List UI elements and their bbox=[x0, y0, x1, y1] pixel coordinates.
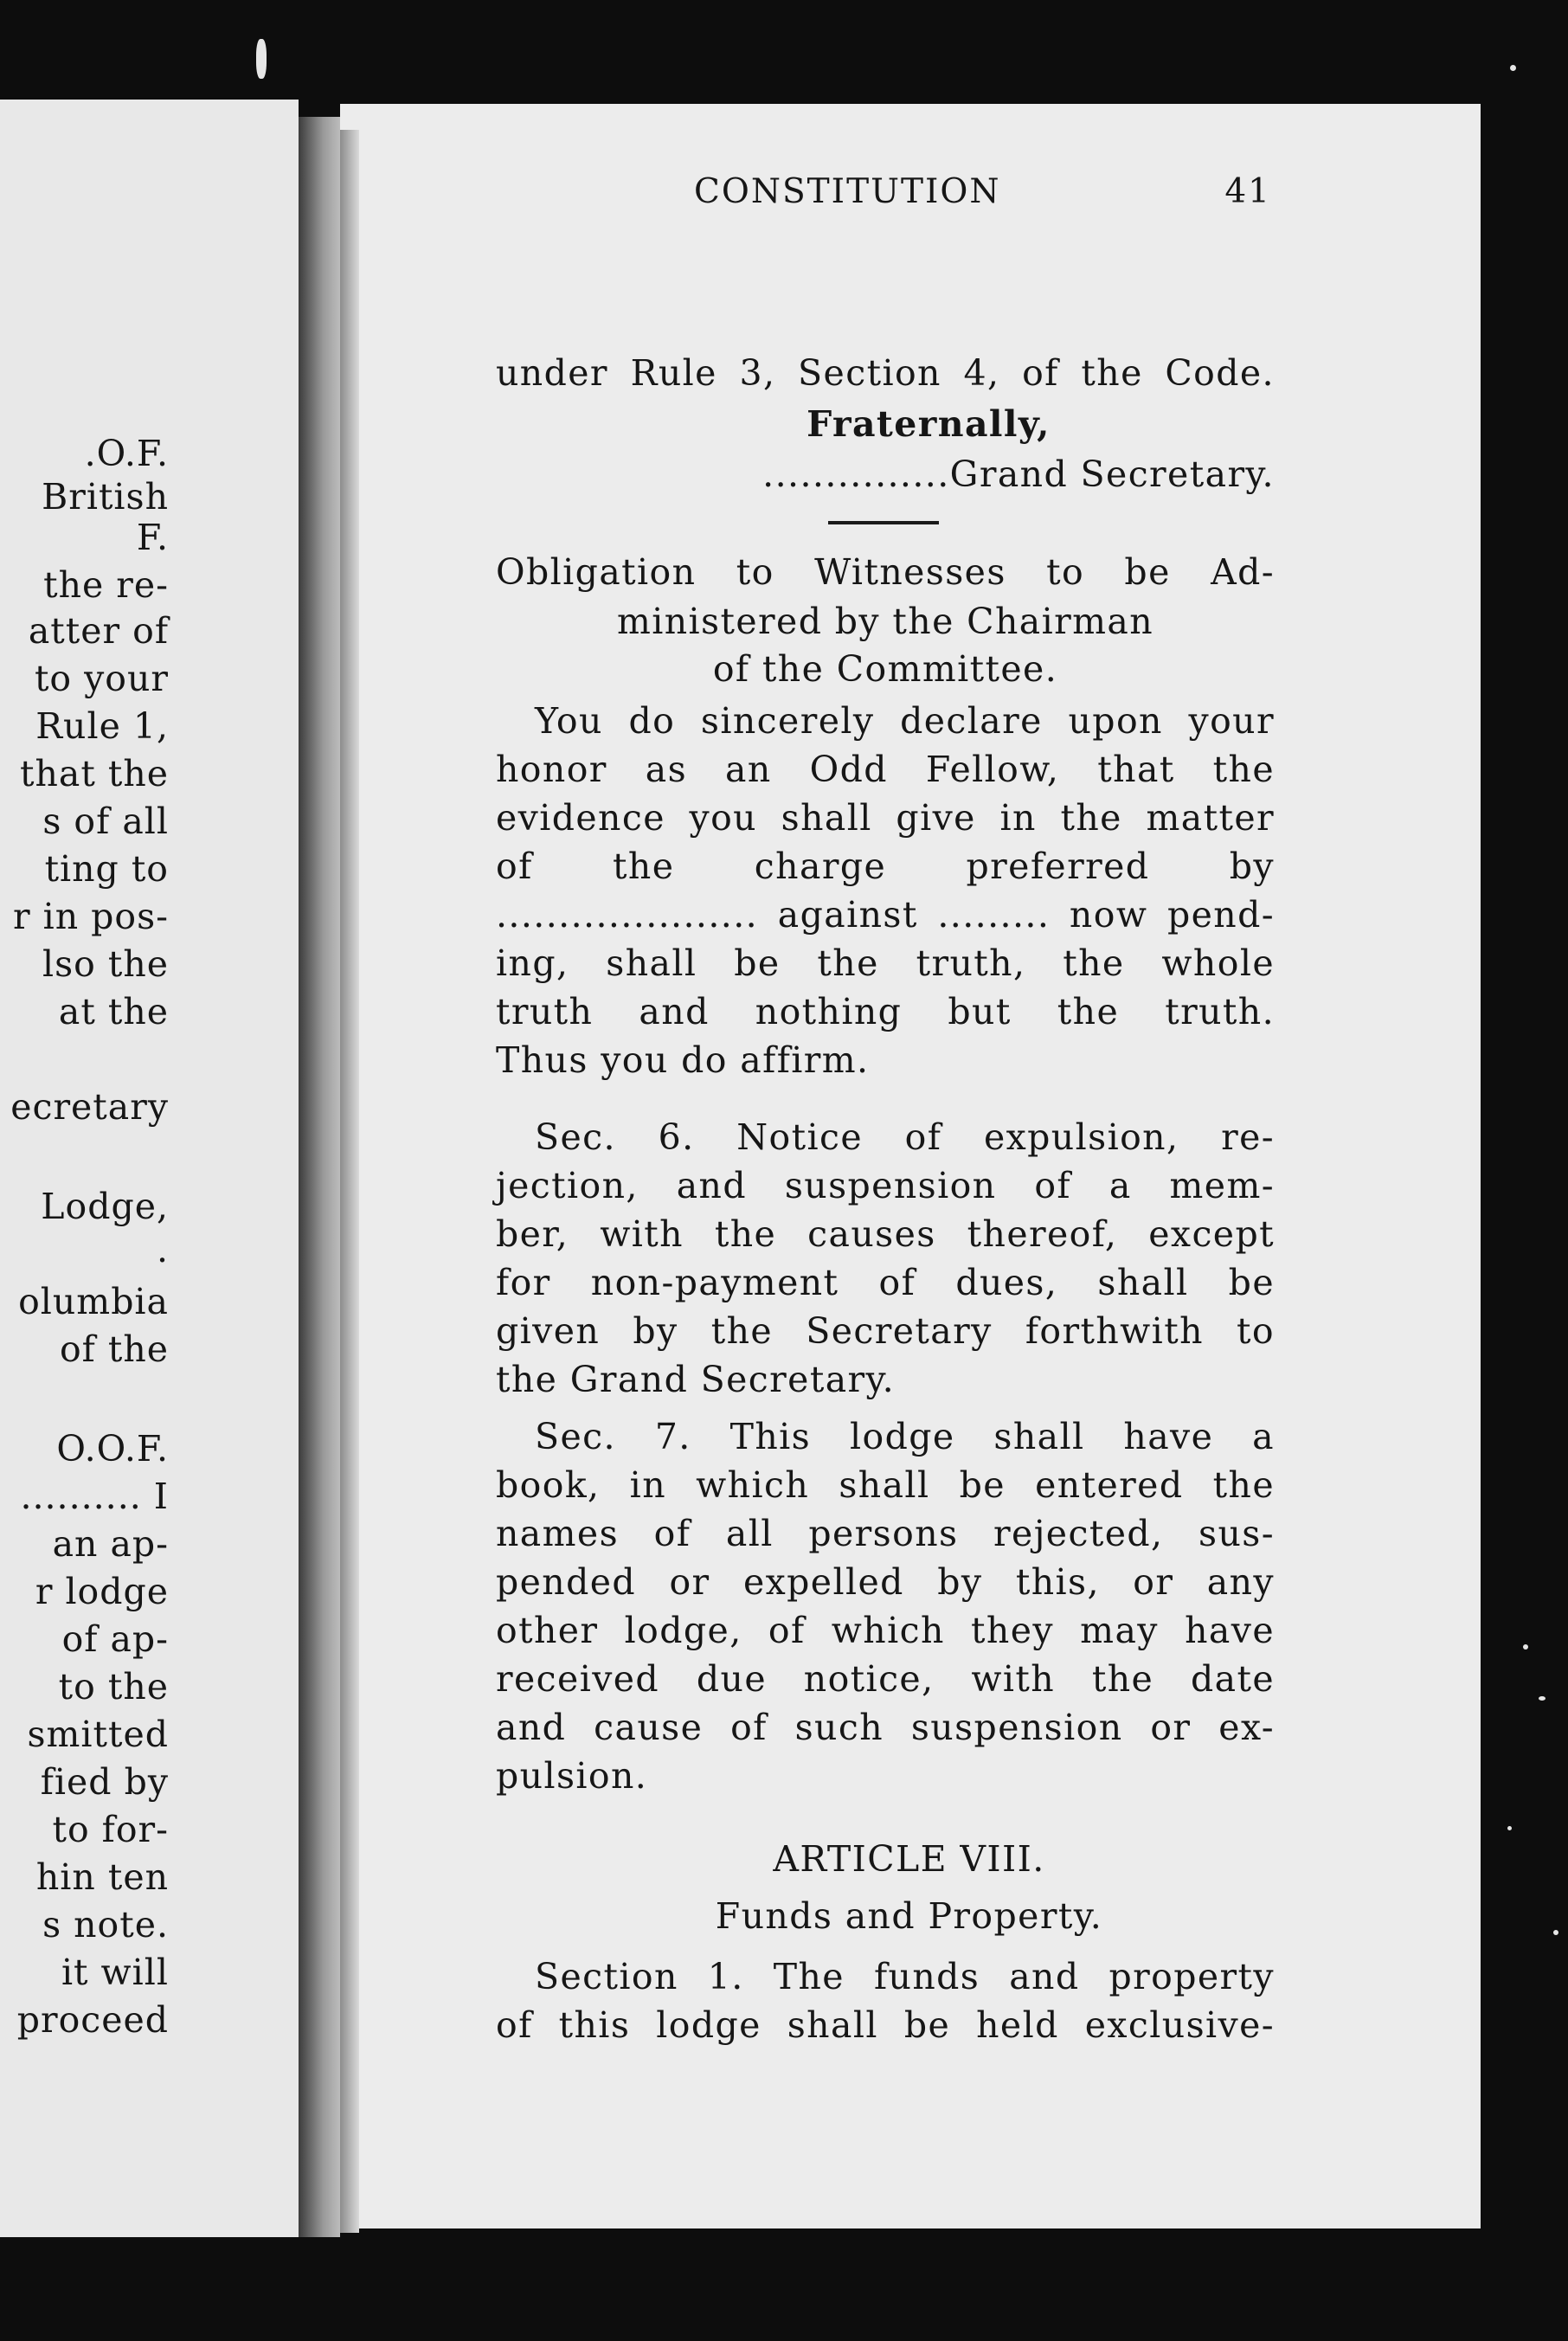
sec7-line: and cause of such suspension or ex- bbox=[496, 1707, 1275, 1748]
previous-page-line: lso the bbox=[42, 943, 169, 985]
previous-page-line: it will bbox=[61, 1952, 169, 1993]
previous-page-line: r in pos- bbox=[12, 896, 169, 937]
previous-page-line: Lodge, bbox=[41, 1186, 169, 1227]
oath-line: ..................... against ......... now pend- bbox=[496, 894, 1275, 936]
page-number: 41 bbox=[1224, 172, 1271, 211]
sec7-line: other lodge, of which they may have bbox=[496, 1610, 1275, 1651]
sec7-line: Sec. 7. This lodge shall have a bbox=[535, 1416, 1275, 1457]
previous-page-line: that the bbox=[20, 753, 169, 794]
previous-page-line: to for- bbox=[52, 1809, 169, 1850]
previous-page-line: O.O.F. bbox=[56, 1428, 169, 1470]
previous-page-line: of ap- bbox=[61, 1618, 169, 1660]
scan-speck bbox=[1507, 1826, 1512, 1830]
previous-page-line: British bbox=[42, 476, 169, 518]
previous-page-line: proceed bbox=[16, 1999, 169, 2041]
previous-page-line: of the bbox=[59, 1328, 169, 1370]
scan-speck bbox=[1553, 1930, 1558, 1935]
previous-page bbox=[0, 100, 299, 2237]
running-head: CONSTITUTION bbox=[694, 172, 1001, 211]
previous-page-line: smitted bbox=[27, 1714, 169, 1755]
article-subheading: Funds and Property. bbox=[715, 1895, 1103, 1937]
previous-page-line: s of all bbox=[42, 801, 169, 842]
previous-page-line: atter of bbox=[28, 610, 169, 652]
section-title-line: ministered by the Chairman bbox=[616, 601, 1154, 642]
oath-line: honor as an Odd Fellow, that the bbox=[496, 749, 1275, 790]
previous-page-line: .O.F. bbox=[84, 433, 169, 474]
section-title-line: Obligation to Witnesses to be Ad- bbox=[496, 551, 1275, 593]
scan-speck bbox=[256, 39, 267, 79]
sec6-line: for non-payment of dues, shall be bbox=[496, 1262, 1275, 1303]
oath-line: Thus you do affirm. bbox=[496, 1039, 870, 1081]
signature-line: ...............Grand Secretary. bbox=[762, 453, 1275, 495]
previous-page-line: .......... I bbox=[20, 1476, 169, 1517]
previous-page-line: to the bbox=[58, 1666, 169, 1708]
previous-page-line: ting to bbox=[44, 848, 169, 890]
previous-page-line: the re- bbox=[43, 564, 169, 606]
oath-line: evidence you shall give in the matter bbox=[496, 797, 1275, 839]
divider-rule bbox=[828, 521, 939, 524]
scan-speck bbox=[1510, 65, 1516, 71]
section-title-line: of the Committee. bbox=[712, 648, 1058, 690]
previous-page-line: hin ten bbox=[35, 1856, 169, 1898]
previous-page-line: F. bbox=[136, 517, 169, 558]
sec7-line: pulsion. bbox=[496, 1755, 648, 1797]
sec7-line: book, in which shall be entered the bbox=[496, 1464, 1275, 1506]
sec6-line: ber, with the causes thereof, except bbox=[496, 1213, 1275, 1255]
closing-salutation: Fraternally, bbox=[806, 403, 1051, 445]
scan-speck bbox=[1539, 1696, 1546, 1701]
previous-page-line: olumbia bbox=[18, 1281, 169, 1322]
sec6-line: Sec. 6. Notice of expulsion, re- bbox=[535, 1116, 1275, 1158]
previous-page-line: to your bbox=[34, 658, 169, 699]
text-line: under Rule 3, Section 4, of the Code. bbox=[496, 352, 1275, 394]
sec6-line: the Grand Secretary. bbox=[496, 1359, 896, 1400]
oath-line: You do sincerely declare upon your bbox=[535, 700, 1275, 742]
oath-line: of the charge preferred by bbox=[496, 846, 1275, 887]
oath-line: truth and nothing but the truth. bbox=[496, 991, 1275, 1032]
previous-page-line: ecretary bbox=[10, 1086, 169, 1128]
sec7-line: pended or expelled by this, or any bbox=[496, 1561, 1275, 1603]
sec7-line: received due notice, with the date bbox=[496, 1658, 1275, 1700]
previous-page-line: fied by bbox=[40, 1761, 169, 1803]
gutter-shadow bbox=[340, 130, 359, 2233]
previous-page-line: at the bbox=[58, 991, 169, 1032]
page-header bbox=[352, 172, 1271, 224]
section1-line: Section 1. The funds and property bbox=[535, 1956, 1275, 1997]
previous-page-line: Rule 1, bbox=[35, 705, 169, 747]
book-gutter bbox=[299, 117, 340, 2237]
sec6-line: jection, and suspension of a mem- bbox=[496, 1165, 1275, 1206]
scan-speck bbox=[1523, 1644, 1528, 1650]
section1-line: of this lodge shall be held exclusive- bbox=[496, 2004, 1275, 2046]
previous-page-line: . bbox=[156, 1229, 169, 1270]
sec7-line: names of all persons rejected, sus- bbox=[496, 1513, 1275, 1554]
previous-page-line: r lodge bbox=[35, 1571, 169, 1612]
previous-page-line: an ap- bbox=[52, 1523, 169, 1565]
oath-line: ing, shall be the truth, the whole bbox=[496, 942, 1275, 984]
article-heading: ARTICLE VIII. bbox=[773, 1838, 1045, 1880]
previous-page-line: s note. bbox=[42, 1904, 169, 1945]
sec6-line: given by the Secretary forthwith to bbox=[496, 1310, 1275, 1352]
